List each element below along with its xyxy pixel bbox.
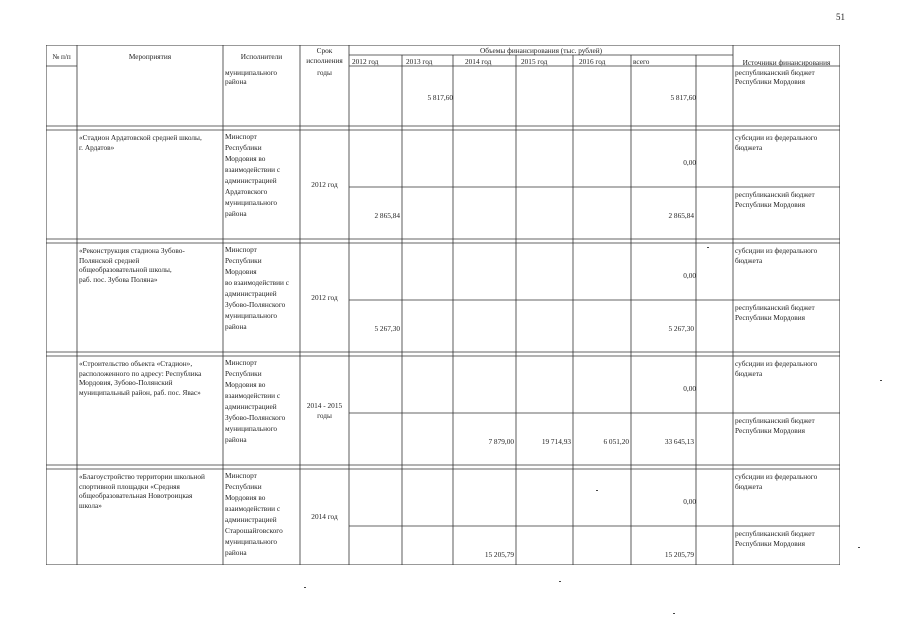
republic-source-line: Республики Мордовия	[735, 425, 806, 435]
executor-line: Мордовия во	[225, 380, 266, 389]
federal-source-line: бюджета	[735, 142, 763, 152]
executor-line: Республики	[225, 482, 262, 491]
federal-total-value: 0,00	[683, 271, 696, 280]
header-sources: Источники финансирования	[742, 58, 831, 67]
executor-line: Минспорт	[225, 132, 257, 141]
republic-value-v2012: 2 865,84	[374, 211, 400, 220]
measure-name-line: «Благоустройство территории школьной	[79, 472, 205, 481]
header-executors: Исполнители	[240, 52, 283, 61]
measure-name-line: раб. пос. Зубова Поляна»	[79, 274, 158, 284]
republic-source-line: Республики Мордовия	[735, 199, 806, 209]
measure-name-line: «Стадион Ардатовской средней школы,	[79, 133, 202, 142]
federal-source-line: бюджета	[735, 368, 763, 378]
republic-source-line: республиканский бюджет	[735, 416, 815, 425]
scan-speck	[707, 247, 709, 248]
executor-line: Ардатовского	[225, 187, 268, 196]
scan-speck	[559, 581, 561, 582]
republic-value-total: 2 865,84	[668, 211, 694, 220]
header-year-2016: 2016 год	[579, 57, 606, 66]
republic-value-total: 5 267,30	[668, 324, 694, 333]
cont-value-2013: 5 817,60	[427, 93, 453, 102]
republic-value-v2016: 6 051,20	[603, 437, 629, 446]
executor-line: Зубово-Полянского	[225, 413, 286, 422]
federal-total-value: 0,00	[683, 497, 696, 506]
executor-line: муниципального	[225, 537, 278, 546]
federal-total-value: 0,00	[683, 158, 696, 167]
term-text: годы	[317, 410, 332, 420]
republic-value-total: 15 205,79	[664, 550, 694, 559]
measure-name-line: «Строительство объекта «Стадион»,	[79, 359, 193, 368]
executor-line: администрацией	[225, 289, 277, 298]
executor-line: взаимодействии с	[225, 165, 281, 174]
federal-source-line: бюджета	[735, 255, 763, 265]
executor-line: администрацией	[225, 515, 277, 524]
republic-value-v2012: 5 267,30	[374, 324, 400, 333]
executor-line: Зубово-Полянского	[225, 300, 286, 309]
executor-line: Республики	[225, 369, 262, 378]
executor-line: Старошайговского	[225, 526, 283, 535]
executor-line: администрацией	[225, 402, 277, 411]
measure-name-line: Мордовия, Зубово-Полянский	[79, 378, 173, 387]
header-term-1: Срок	[316, 46, 333, 55]
executor-line: муниципального	[225, 424, 278, 433]
header-year-2012: 2012 год	[352, 57, 379, 66]
executor-line: района	[225, 548, 247, 557]
executor-line: Минспорт	[225, 358, 257, 367]
executor-line: Минспорт	[225, 245, 257, 254]
measure-name-line: школа»	[79, 500, 102, 510]
executor-line: администрацией	[225, 176, 277, 185]
cont-term: годы	[317, 68, 332, 77]
executor-line: взаимодействии с	[225, 504, 281, 513]
header-funding: Объемы финансирования (тыс. рублей)	[479, 46, 603, 55]
measure-name-line: г. Ардатов»	[79, 142, 115, 152]
federal-source-line: бюджета	[735, 481, 763, 491]
federal-total-value: 0,00	[683, 384, 696, 393]
header-term-2: исполнения	[306, 56, 343, 65]
executor-line: взаимодействии с	[225, 391, 281, 400]
scan-speck	[858, 547, 860, 548]
cont-source-2: Республики Мордовия	[735, 77, 806, 86]
term-text: 2012 год	[311, 179, 338, 189]
measure-name-line: спортивной площадки «Средняя	[79, 481, 180, 491]
executor-line: района	[225, 435, 247, 444]
executor-line: муниципального	[225, 198, 278, 207]
executor-line: Мордовия	[225, 267, 257, 276]
cont-source-1: республиканский бюджет	[735, 68, 815, 77]
republic-value-v2014: 7 879,00	[488, 437, 514, 446]
scan-speck	[880, 380, 882, 381]
executor-line: Республики	[225, 143, 262, 152]
header-year-2015: 2015 год	[521, 57, 548, 66]
header-measures: Мероприятия	[128, 52, 172, 61]
republic-source-line: Республики Мордовия	[735, 538, 806, 548]
cont-executor-1: муниципального	[225, 68, 278, 77]
measure-name-line: «Реконструкция стадиона Зубово-	[79, 246, 185, 255]
term-text: 2014 год	[311, 512, 338, 521]
measure-name-line: общеобразовательной школы,	[79, 265, 172, 274]
executor-line: Мордовия во	[225, 154, 266, 163]
federal-source-line: субсидии из федерального	[735, 133, 818, 142]
cont-value-total: 5 817,60	[670, 93, 696, 102]
republic-value-v2014: 15 205,79	[484, 550, 514, 559]
measure-name-line: расположенного по адресу: Республика	[79, 368, 202, 378]
measure-name-line: муниципальный район, раб. пос. Явас»	[79, 387, 201, 397]
financing-table	[46, 45, 840, 565]
header-num: № п/п	[52, 52, 71, 61]
republic-source-line: республиканский бюджет	[735, 303, 815, 312]
page-number: 51	[836, 12, 845, 22]
executor-line: Мордовия во	[225, 493, 266, 502]
header-year-2013: 2013 год	[406, 57, 433, 66]
executor-line: муниципального	[225, 311, 278, 320]
republic-source-line: республиканский бюджет	[735, 529, 815, 538]
executor-line: района	[225, 322, 247, 331]
executor-line: района	[225, 209, 247, 218]
term-text: 2014 - 2015	[306, 400, 343, 410]
scan-speck	[673, 613, 675, 614]
scan-speck	[304, 587, 306, 588]
executor-line: Минспорт	[225, 471, 257, 480]
federal-source-line: субсидии из федерального	[735, 246, 818, 255]
measure-name-line: Полянской средней	[79, 255, 140, 265]
republic-value-v2015: 19 714,93	[541, 437, 571, 446]
republic-value-total: 33 645,13	[664, 437, 694, 446]
executor-line: во взаимодействии с	[225, 278, 289, 287]
term-text: 2012 год	[311, 292, 338, 302]
executor-line: Республики	[225, 256, 262, 265]
republic-source-line: Республики Мордовия	[735, 312, 806, 322]
federal-source-line: субсидии из федерального	[735, 472, 818, 481]
header-year-2014: 2014 год	[465, 57, 492, 66]
cont-executor-2: района	[225, 77, 247, 86]
measure-name-line: общеобразовательная Новотроицкая	[79, 491, 193, 500]
republic-source-line: республиканский бюджет	[735, 190, 815, 199]
federal-source-line: субсидии из федерального	[735, 359, 818, 368]
header-total: всего	[633, 57, 650, 66]
scan-speck	[596, 490, 598, 491]
